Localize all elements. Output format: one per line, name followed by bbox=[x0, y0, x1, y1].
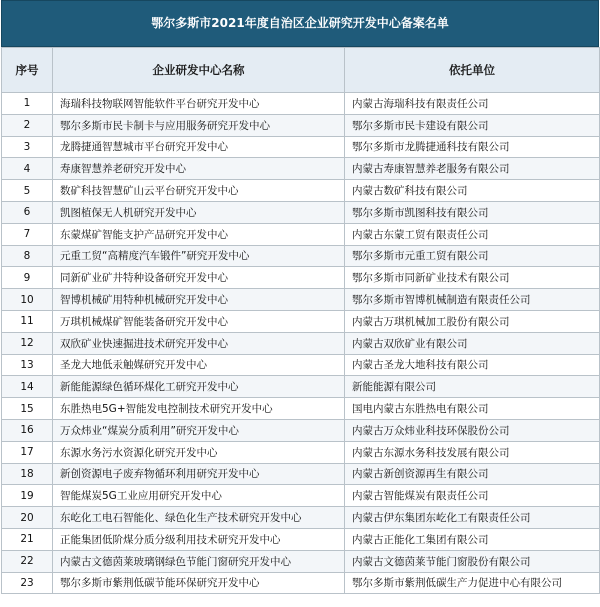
row-center-name: 双欣矿业快速掘进技术研究开发中心 bbox=[53, 332, 345, 354]
row-center-name: 凯图植保无人机研究开发中心 bbox=[53, 201, 345, 223]
row-index: 13 bbox=[2, 354, 53, 376]
row-index: 5 bbox=[2, 180, 53, 202]
row-center-name: 东屹化工电石智能化、绿色化生产技术研究开发中心 bbox=[53, 507, 345, 529]
row-host-unit: 鄂尔多斯市紫荆低碳生产力促进中心有限公司 bbox=[345, 572, 600, 594]
table-row bbox=[2, 223, 600, 245]
table-row bbox=[2, 310, 600, 332]
row-center-name: 新能能源绿色循环煤化工研究开发中心 bbox=[53, 376, 345, 398]
row-host-unit: 鄂尔多斯市凯图科技有限公司 bbox=[345, 201, 600, 223]
table-row bbox=[2, 180, 600, 202]
table-row bbox=[2, 441, 600, 463]
filing-table bbox=[1, 47, 600, 594]
row-host-unit: 新能能源有限公司 bbox=[345, 376, 600, 398]
row-host-unit: 鄂尔多斯市同新矿业技术有限公司 bbox=[345, 267, 600, 289]
row-center-name: 元重工贸“高精度汽车锻件”研究开发中心 bbox=[53, 245, 345, 267]
row-index: 15 bbox=[2, 398, 53, 420]
row-index: 10 bbox=[2, 289, 53, 311]
row-center-name: 龙腾捷通智慧城市平台研究开发中心 bbox=[53, 136, 345, 158]
row-host-unit: 内蒙古圣龙大地科技有限公司 bbox=[345, 354, 600, 376]
header-index: 序号 bbox=[2, 48, 53, 93]
row-host-unit: 内蒙古寿康智慧养老服务有限公司 bbox=[345, 158, 600, 180]
header-row bbox=[2, 48, 600, 93]
row-center-name: 万众炜业“煤炭分质利用”研究开发中心 bbox=[53, 419, 345, 441]
row-host-unit: 内蒙古双欣矿业有限公司 bbox=[345, 332, 600, 354]
row-host-unit: 内蒙古正能化工集团有限公司 bbox=[345, 528, 600, 550]
row-host-unit: 内蒙古新创资源再生有限公司 bbox=[345, 463, 600, 485]
row-index: 14 bbox=[2, 376, 53, 398]
table-row bbox=[2, 463, 600, 485]
row-center-name: 东源水务污水资源化研究开发中心 bbox=[53, 441, 345, 463]
row-index: 11 bbox=[2, 310, 53, 332]
row-index: 23 bbox=[2, 572, 53, 594]
table-row bbox=[2, 354, 600, 376]
row-index: 2 bbox=[2, 114, 53, 136]
row-center-name: 鄂尔多斯市民卡制卡与应用服务研究开发中心 bbox=[53, 114, 345, 136]
filing-list-sheet bbox=[1, 0, 599, 594]
row-center-name: 内蒙古文德茵莱玻璃钢绿色节能门窗研究开发中心 bbox=[53, 550, 345, 572]
table-row bbox=[2, 485, 600, 507]
row-host-unit: 内蒙古数矿科技有限公司 bbox=[345, 180, 600, 202]
table-row bbox=[2, 376, 600, 398]
row-host-unit: 内蒙古万众炜业科技环保股份公司 bbox=[345, 419, 600, 441]
row-index: 3 bbox=[2, 136, 53, 158]
row-center-name: 东胜热电5G+智能发电控制技术研究开发中心 bbox=[53, 398, 345, 420]
row-index: 6 bbox=[2, 201, 53, 223]
row-index: 22 bbox=[2, 550, 53, 572]
table-row bbox=[2, 332, 600, 354]
row-index: 7 bbox=[2, 223, 53, 245]
header-host-unit: 依托单位 bbox=[345, 48, 600, 93]
row-index: 19 bbox=[2, 485, 53, 507]
table-row bbox=[2, 136, 600, 158]
row-host-unit: 鄂尔多斯市民卡建设有限公司 bbox=[345, 114, 600, 136]
row-index: 18 bbox=[2, 463, 53, 485]
row-index: 16 bbox=[2, 419, 53, 441]
table-row bbox=[2, 93, 600, 115]
row-center-name: 数矿科技智慧矿山云平台研究开发中心 bbox=[53, 180, 345, 202]
row-center-name: 鄂尔多斯市紫荆低碳节能环保研究开发中心 bbox=[53, 572, 345, 594]
row-host-unit: 鄂尔多斯市智博机械制造有限责任公司 bbox=[345, 289, 600, 311]
row-center-name: 寿康智慧养老研究开发中心 bbox=[53, 158, 345, 180]
table-row bbox=[2, 289, 600, 311]
row-host-unit: 鄂尔多斯市元重工贸有限公司 bbox=[345, 245, 600, 267]
table-row bbox=[2, 114, 600, 136]
row-index: 12 bbox=[2, 332, 53, 354]
header-center-name: 企业研发中心名称 bbox=[53, 48, 345, 93]
row-host-unit: 内蒙古文德茵莱节能门窗股份有限公司 bbox=[345, 550, 600, 572]
row-host-unit: 内蒙古万琪机械加工股份有限公司 bbox=[345, 310, 600, 332]
row-index: 17 bbox=[2, 441, 53, 463]
table-row bbox=[2, 507, 600, 529]
table-row bbox=[2, 419, 600, 441]
row-host-unit: 内蒙古伊东集团东屹化工有限责任公司 bbox=[345, 507, 600, 529]
table-row bbox=[2, 201, 600, 223]
row-host-unit: 内蒙古东蒙工贸有限责任公司 bbox=[345, 223, 600, 245]
table-row bbox=[2, 528, 600, 550]
table-title: 鄂尔多斯市2021年度自治区企业研究开发中心备案名单 bbox=[1, 0, 599, 47]
row-host-unit: 内蒙古智能煤炭有限责任公司 bbox=[345, 485, 600, 507]
row-index: 8 bbox=[2, 245, 53, 267]
table-row bbox=[2, 572, 600, 594]
row-index: 20 bbox=[2, 507, 53, 529]
row-index: 1 bbox=[2, 93, 53, 115]
row-center-name: 智博机械矿用特种机械研究开发中心 bbox=[53, 289, 345, 311]
row-host-unit: 内蒙古海瑞科技有限责任公司 bbox=[345, 93, 600, 115]
table-row bbox=[2, 550, 600, 572]
row-center-name: 东蒙煤矿智能支护产品研究开发中心 bbox=[53, 223, 345, 245]
table-row bbox=[2, 158, 600, 180]
row-center-name: 同新矿业矿井特种设备研究开发中心 bbox=[53, 267, 345, 289]
row-center-name: 万琪机械煤矿智能装备研究开发中心 bbox=[53, 310, 345, 332]
table-row bbox=[2, 245, 600, 267]
row-index: 9 bbox=[2, 267, 53, 289]
table-row bbox=[2, 267, 600, 289]
row-index: 4 bbox=[2, 158, 53, 180]
row-center-name: 正能集团低阶煤分质分级利用技术研究开发中心 bbox=[53, 528, 345, 550]
row-index: 21 bbox=[2, 528, 53, 550]
row-center-name: 智能煤炭5G工业应用研究开发中心 bbox=[53, 485, 345, 507]
table-row bbox=[2, 398, 600, 420]
row-center-name: 海瑞科技物联网智能软件平台研究开发中心 bbox=[53, 93, 345, 115]
row-host-unit: 内蒙古东源水务科技发展有限公司 bbox=[345, 441, 600, 463]
row-host-unit: 鄂尔多斯市龙腾捷通科技有限公司 bbox=[345, 136, 600, 158]
row-center-name: 新创资源电子废弃物循环利用研究开发中心 bbox=[53, 463, 345, 485]
row-host-unit: 国电内蒙古东胜热电有限公司 bbox=[345, 398, 600, 420]
row-center-name: 圣龙大地低汞触媒研究开发中心 bbox=[53, 354, 345, 376]
table-body bbox=[2, 93, 600, 594]
